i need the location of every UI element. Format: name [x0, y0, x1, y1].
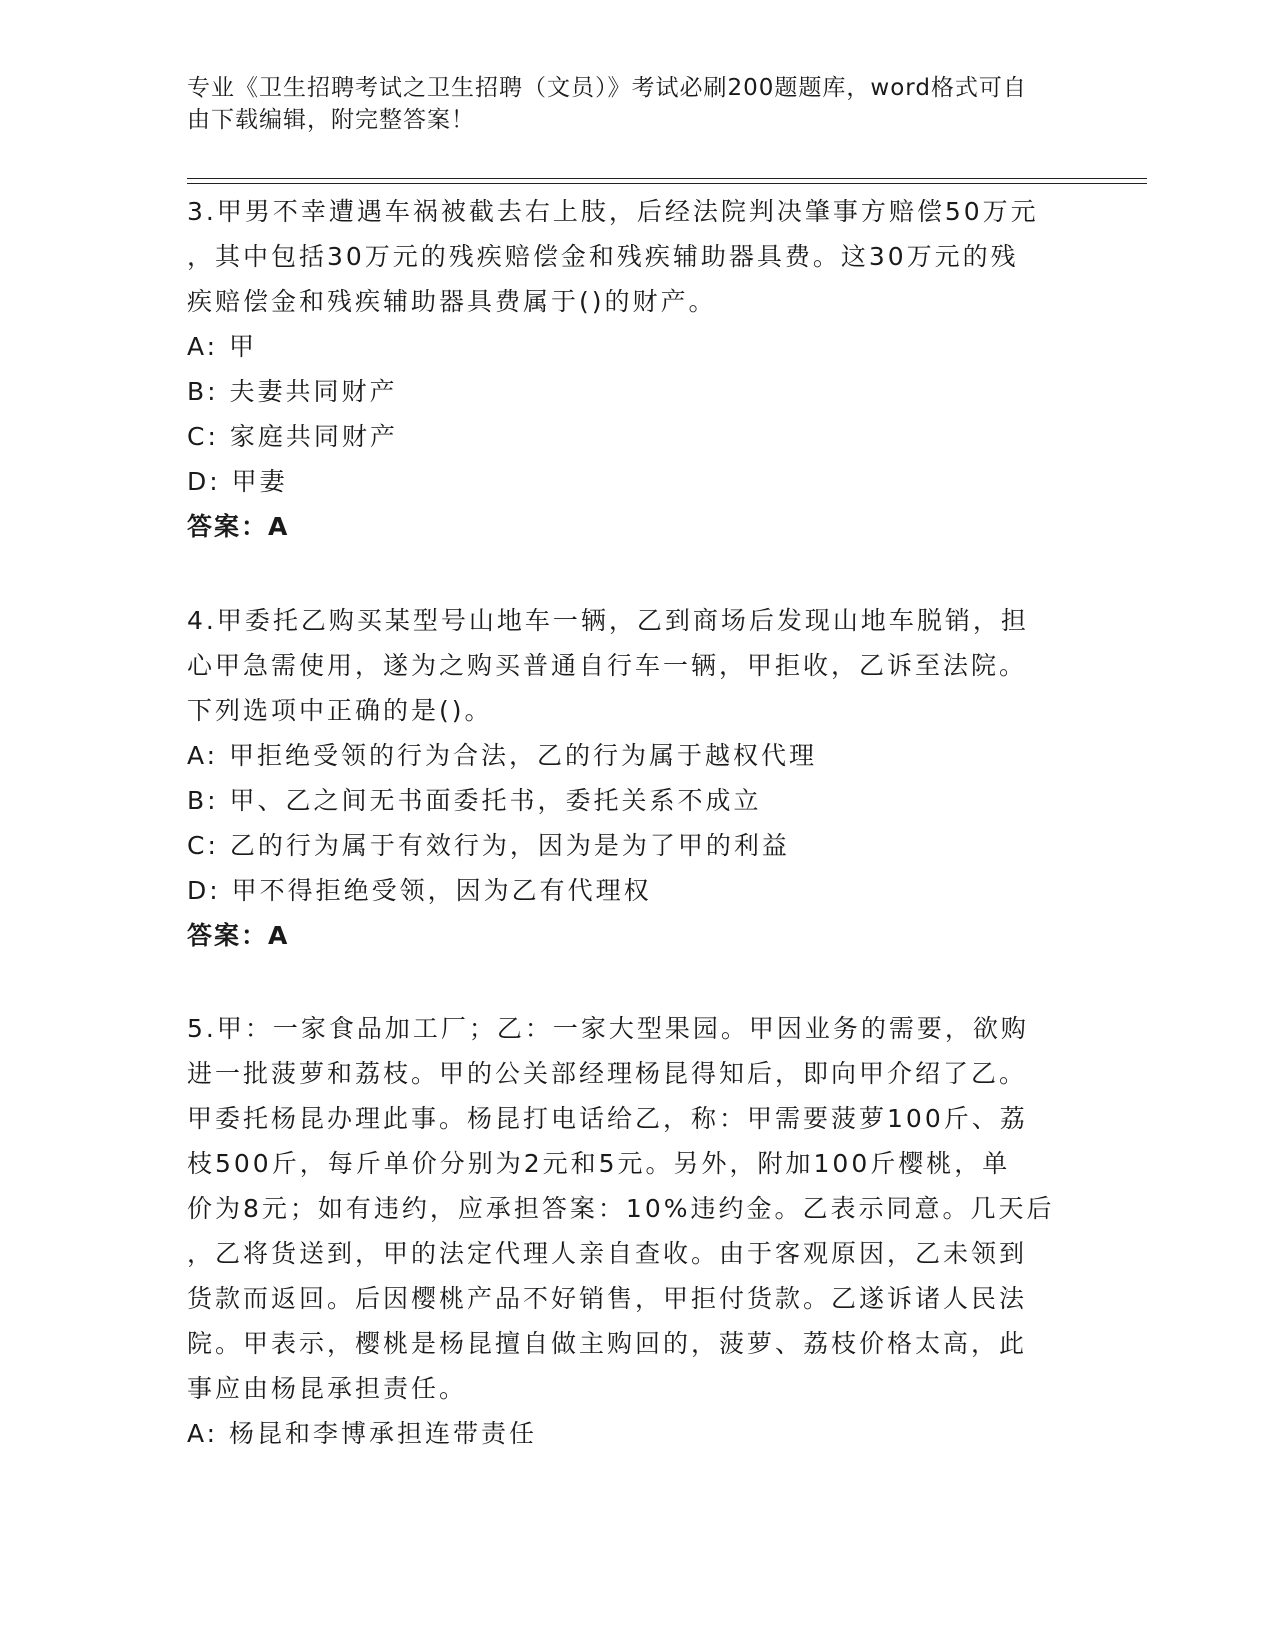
question-text-line: 进一批菠萝和荔枝。甲的公关部经理杨昆得知后，即向甲介绍了乙。 — [187, 1059, 1028, 1088]
answer: 答案：A — [187, 512, 290, 541]
question-3 — [187, 189, 1087, 549]
header-divider-top — [187, 178, 1147, 179]
question-text-line: 枝500斤，每斤单价分别为2元和5元。另外，附加100斤樱桃，单 — [187, 1149, 1011, 1178]
question-4 — [187, 598, 1087, 958]
question-5 — [187, 1006, 1087, 1456]
question-text-line: ，其中包括30万元的残疾赔偿金和残疾辅助器具费。这30万元的残 — [187, 242, 1019, 271]
header-line-1: 专业《卫生招聘考试之卫生招聘（文员）》考试必刷200题题库，word格式可自 — [187, 75, 1027, 101]
question-text-line: ，乙将货送到，甲的法定代理人亲自查收。由于客观原因，乙未领到 — [187, 1239, 1028, 1268]
header-divider-bottom — [187, 183, 1147, 184]
option-a: A: 甲 — [187, 332, 258, 361]
option-a: A: 甲拒绝受领的行为合法，乙的行为属于越权代理 — [187, 741, 818, 770]
option-d: D: 甲不得拒绝受领，因为乙有代理权 — [187, 876, 652, 905]
option-b: B: 夫妻共同财产 — [187, 377, 398, 406]
document-header — [187, 72, 1087, 136]
option-c: C: 家庭共同财产 — [187, 422, 398, 451]
question-text-line: 下列选项中正确的是()。 — [187, 696, 493, 725]
question-text-line: 3.甲男不幸遭遇车祸被截去右上肢，后经法院判决肇事方赔偿50万元 — [187, 197, 1039, 226]
option-d: D: 甲妻 — [187, 467, 288, 496]
question-text-line: 货款而返回。后因樱桃产品不好销售，甲拒付货款。乙遂诉诸人民法 — [187, 1284, 1028, 1313]
header-line-2: 由下载编辑，附完整答案！ — [187, 107, 475, 133]
question-text-line: 心甲急需使用，遂为之购买普通自行车一辆，甲拒收，乙诉至法院。 — [187, 651, 1028, 680]
question-text-line: 事应由杨昆承担责任。 — [187, 1374, 468, 1403]
answer: 答案：A — [187, 921, 290, 950]
question-text-line: 院。甲表示，樱桃是杨昆擅自做主购回的，菠萝、荔枝价格太高，此 — [187, 1329, 1028, 1358]
question-text-line: 疾赔偿金和残疾辅助器具费属于()的财产。 — [187, 287, 717, 316]
question-text-line: 5.甲：一家食品加工厂；乙：一家大型果园。甲因业务的需要，欲购 — [187, 1014, 1029, 1043]
option-a: A: 杨昆和李博承担连带责任 — [187, 1419, 538, 1448]
question-text-line: 甲委托杨昆办理此事。杨昆打电话给乙，称：甲需要菠萝100斤、荔 — [187, 1104, 1028, 1133]
option-b: B: 甲、乙之间无书面委托书，委托关系不成立 — [187, 786, 762, 815]
question-text-line: 价为8元；如有违约，应承担答案：10%违约金。乙表示同意。几天后 — [187, 1194, 1055, 1223]
option-c: C: 乙的行为属于有效行为，因为是为了甲的利益 — [187, 831, 790, 860]
question-text-line: 4.甲委托乙购买某型号山地车一辆，乙到商场后发现山地车脱销，担 — [187, 606, 1029, 635]
